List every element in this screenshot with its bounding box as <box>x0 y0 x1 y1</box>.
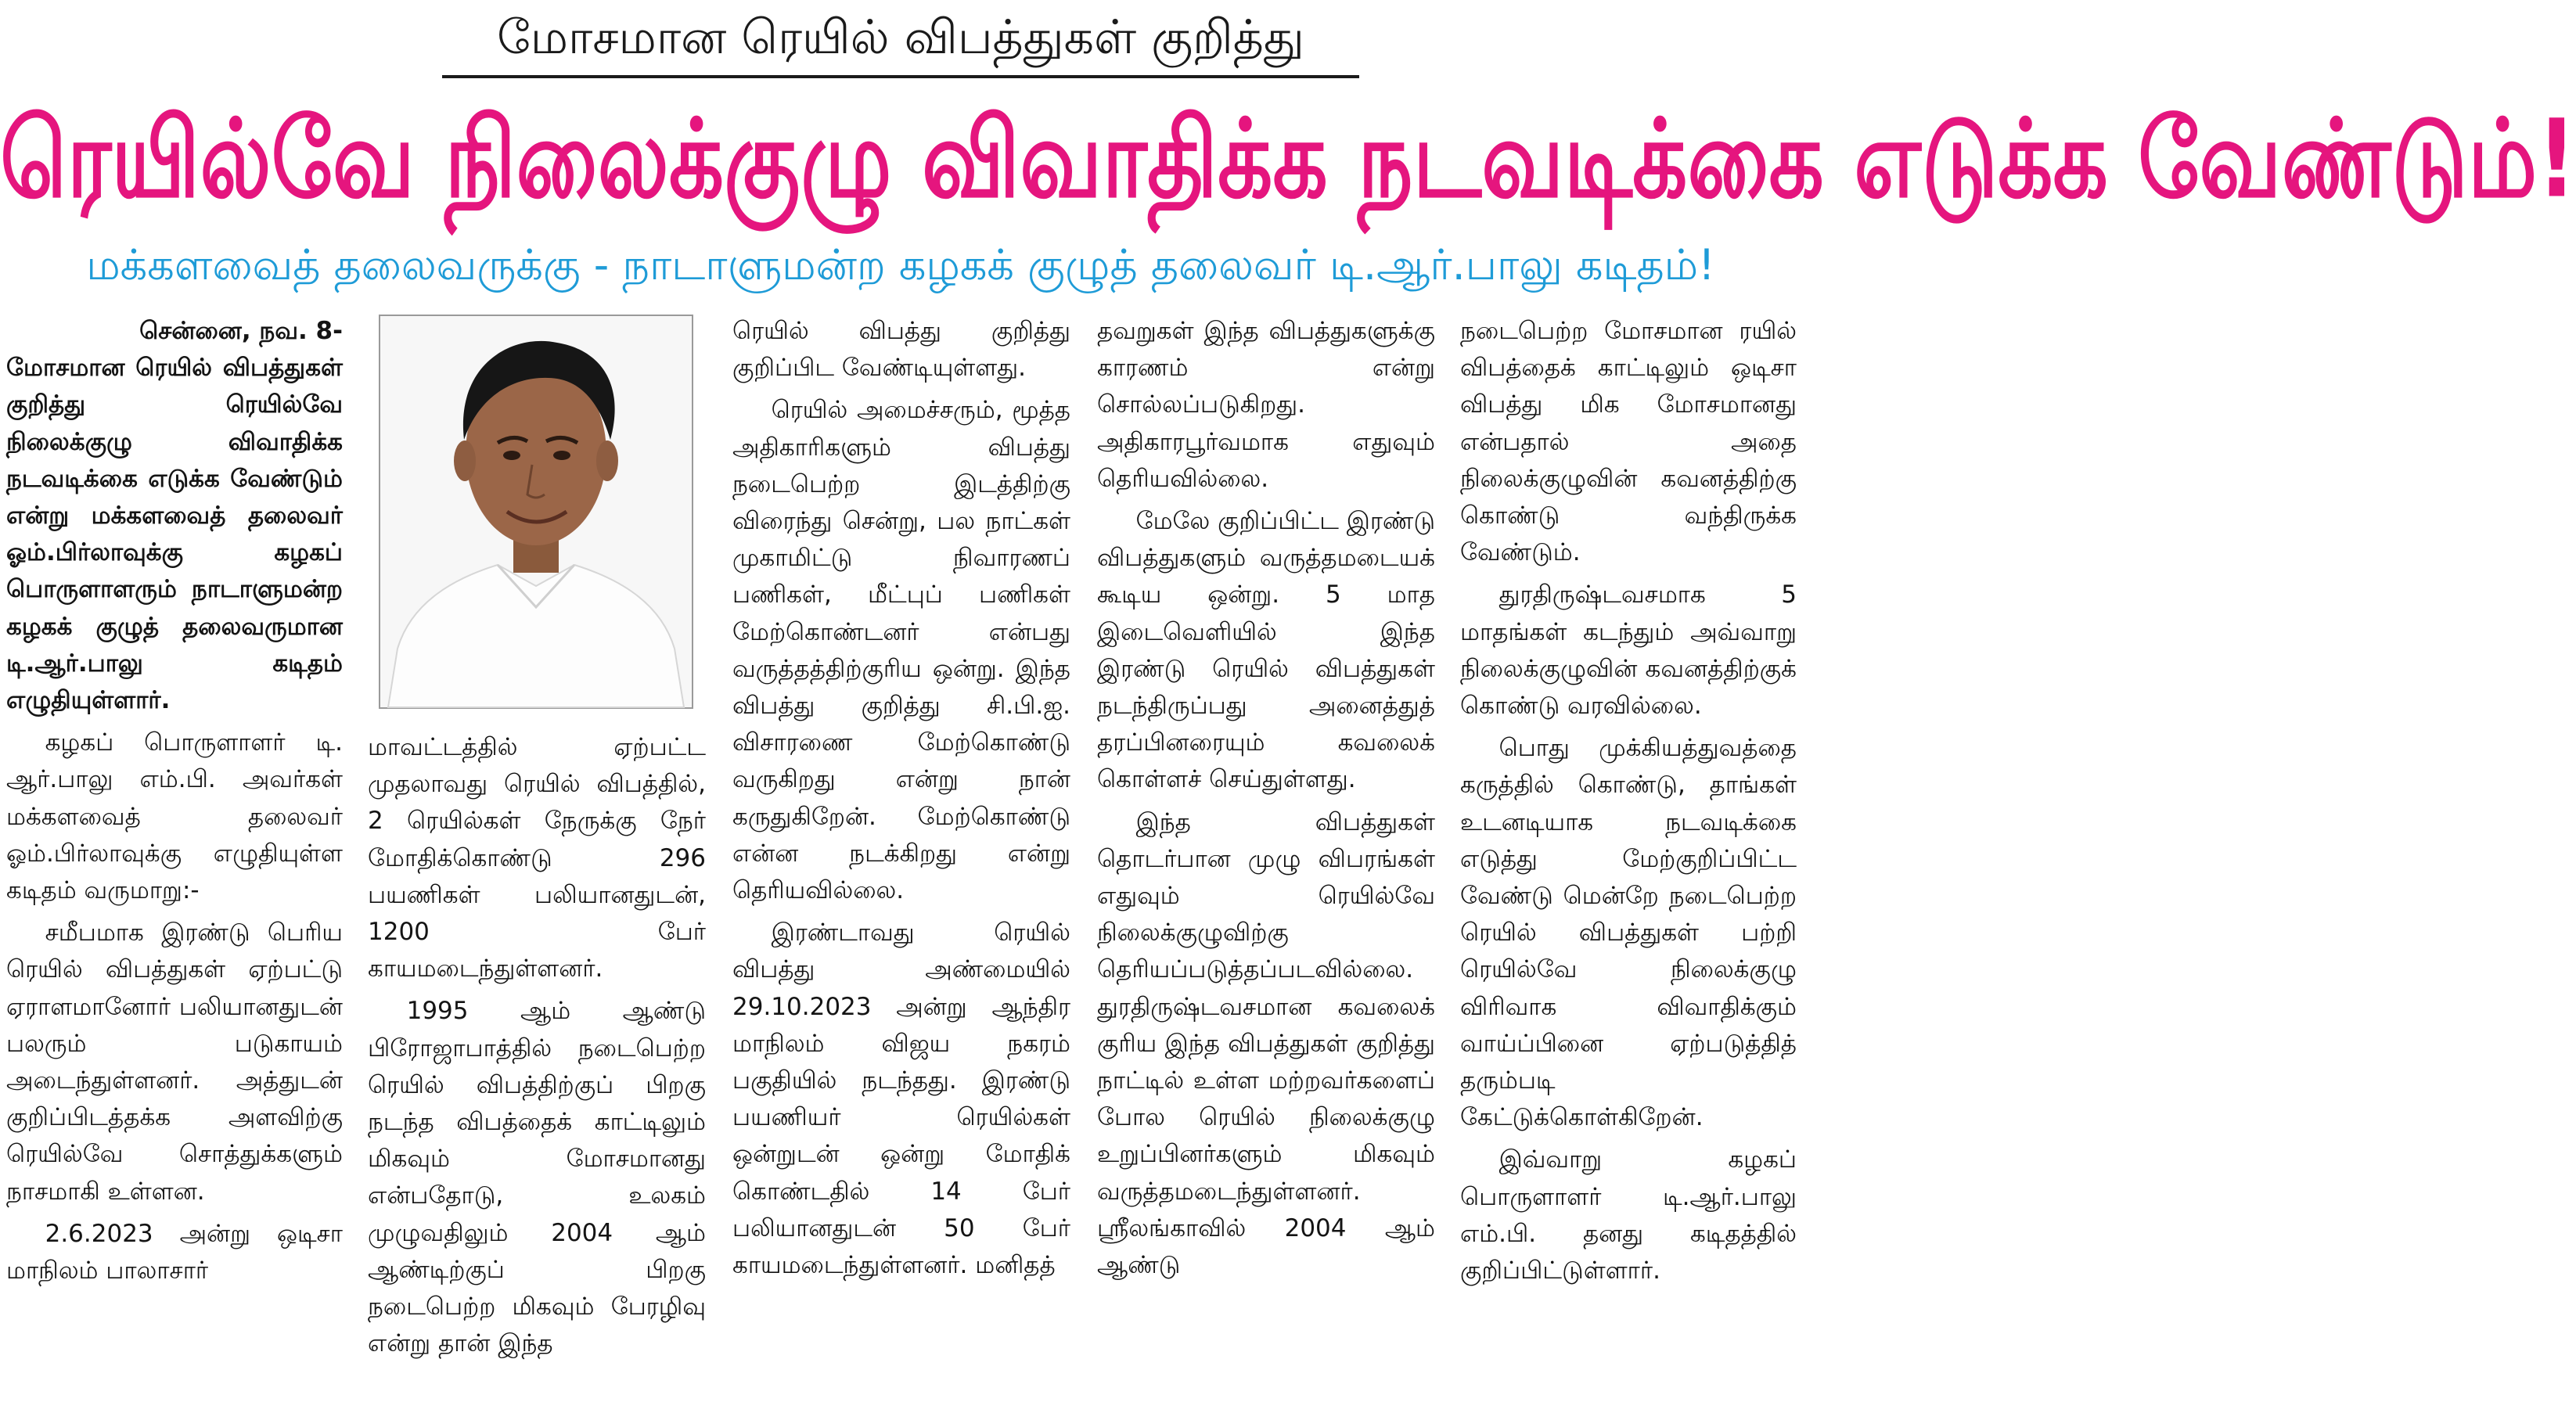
column-1 <box>6 313 343 1413</box>
paragraph: பொது முக்கியத்துவத்தை கருத்தில் கொண்டு, தாங்கள் உடனடியாக நடவடிக்கை எடுத்து மேற்குறிப்பிட்ட வேண்டு மென்றே நடைபெற்ற ரெயில் விபத்துகள் பற்றி ரெயில்வே நிலைக்குழு விரிவாக விவாதிக்கும் வாய்ப்பினை ஏற்படுத்தித் தரும்படி கேட்டுக்கொள்கிறேன். <box>1460 734 1797 1132</box>
subheadline: மக்களவைத் தலைவருக்கு - நாடாளுமன்ற கழகக் குழுத் தலைவர் டி.ஆர்.பாலு கடிதம்! <box>86 240 1715 289</box>
portrait-photo <box>379 315 693 709</box>
kicker: மோசமான ரெயில் விபத்துகள் குறித்து <box>497 10 1304 65</box>
column-3 <box>732 313 1070 1413</box>
paragraph: மாவட்டத்தில் ஏற்பட்ட முதலாவது ரெயில் விபத்தில், 2 ரெயில்கள் நேருக்கு நேர் மோதிக்கொண்டு 296 பயணிகள் பலியானதுடன், 1200 பேர் காயமடைந்துள்ளனர். <box>368 733 706 983</box>
headline: ரெயில்வே நிலைக்குழு விவாதிக்க நடவடிக்கை எடுக்க வேண்டும்! <box>0 96 2576 221</box>
paragraph: தவறுகள் இந்த விபத்துகளுக்கு காரணம் என்று சொல்லப்படுகிறது. அதிகாரபூர்வமாக எதுவும் தெரியவில்லை. <box>1097 317 1435 493</box>
paragraph: நடைபெற்ற மோசமான ரயில் விபத்தைக் காட்டிலும் ஒடிசா விபத்து மிக மோசமானது என்பதால் அதை நிலைக்குழுவின் கவனத்திற்கு கொண்டு வந்திருக்க வேண்டும். <box>1460 317 1797 567</box>
column-2 <box>368 729 706 1413</box>
dateline: சென்னை, நவ. 8- <box>139 317 343 345</box>
paragraph: 2.6.2023 அன்று ஒடிசா மாநிலம் பாலாசார் <box>6 1219 343 1285</box>
paragraph: சமீபமாக இரண்டு பெரிய ரெயில் விபத்துகள் ஏற்பட்டு ஏராளமானோர் பலியானதுடன் பலரும் படுகாயம் அடைந்துள்ளனர். அத்துடன் குறிப்பிடத்தக்க அளவிற்கு ரெயில்வே சொத்துக்களும் நாசமாகி உள்ளன. <box>6 919 343 1206</box>
column-5 <box>1460 313 1797 1413</box>
paragraph: ரெயில் விபத்து குறித்து குறிப்பிட வேண்டியுள்ளது. <box>732 317 1070 383</box>
article-lead <box>6 313 343 719</box>
lead-text: மோசமான ரெயில் விபத்துகள் குறித்து ரெயில்வே நிலைக்குழு விவாதிக்க நடவடிக்கை எடுக்க வேண்டும் என்று மக்களவைத் தலைவர் ஓம்.பிர்லாவுக்கு கழகப் பொருளாளரும் நாடாளுமன்ற கழகக் குழுத் தலைவருமான டி.ஆர்.பாலு கடிதம் எழுதியுள்ளார். <box>6 354 343 715</box>
paragraph: இவ்வாறு கழகப் பொருளாளர் டி.ஆர்.பாலு எம்.பி. தனது கடிதத்தில் குறிப்பிட்டுள்ளார். <box>1460 1145 1797 1285</box>
paragraph: ரெயில் அமைச்சரும், மூத்த அதிகாரிகளும் விபத்து நடைபெற்ற இடத்திற்கு விரைந்து சென்று, பல நாட்கள் முகாமிட்டு நிவாரணப் பணிகள், மீட்புப் பணிகள் மேற்கொண்டனர் என்பது வருத்தத்திற்குரிய ஒன்று. இந்த விபத்து குறித்து சி.பி.ஐ. விசாரணை மேற்கொண்டு வருகிறது என்று நான் கருதுகிறேன். மேற்கொண்டு என்ன நடக்கிறது என்று தெரியவில்லை. <box>732 396 1070 905</box>
paragraph: கழகப் பொருளாளர் டி. ஆர்.பாலு எம்.பி. அவர்கள் மக்களவைத் தலைவர் ஓம்.பிர்லாவுக்கு எழுதியுள்ள கடிதம் வருமாறு:- <box>6 728 343 905</box>
column-4 <box>1097 313 1435 1413</box>
paragraph: மேலே குறிப்பிட்ட இரண்டு விபத்துகளும் வருத்தமடையக் கூடிய ஒன்று. 5 மாத இடைவெளியில் இந்த இரண்டு ரெயில் விபத்துகள் நடந்திருப்பது அனைத்துத் தரப்பினரையும் கவலைக் கொள்ளச் செய்துள்ளது. <box>1097 507 1436 794</box>
paragraph: 1995 ஆம் ஆண்டு பிரோஜாபாத்தில் நடைபெற்ற ரெயில் விபத்திற்குப் பிறகு நடந்த விபத்தைக் காட்டிலும் மிகவும் மோசமானது என்பதோடு, உலகம் முழுவதிலும் 2004 ஆம் ஆண்டிற்குப் பிறகு நடைபெற்ற மிகவும் பேரழிவு என்று தான் இந்த <box>368 997 706 1358</box>
paragraph: இரண்டாவது ரெயில் விபத்து அண்மையில் 29.10.2023 அன்று ஆந்திர மாநிலம் விஜய நகரம் பகுதியில் நடந்தது. இரண்டு பயணியர் ரெயில்கள் ஒன்றுடன் ஒன்று மோதிக் கொண்டதில் 14 பேர் பலியானதுடன் 50 பேர் காயமடைந்துள்ளனர். மனிதத் <box>732 919 1070 1280</box>
paragraph: துரதிருஷ்டவசமாக 5 மாதங்கள் கடந்தும் அவ்வாறு நிலைக்குழுவின் கவனத்திற்குக் கொண்டு வரவில்லை. <box>1460 581 1797 721</box>
paragraph: இந்த விபத்துகள் தொடர்பான முழு விபரங்கள் எதுவும் ரெயில்வே நிலைக்குழுவிற்கு தெரியப்படுத்தப்படவில்லை. துரதிருஷ்டவசமான கவலைக் குரிய இந்த விபத்துகள் குறித்து நாட்டில் உள்ள மற்றவர்களைப் போல ரெயில் நிலைக்குழு உறுப்பினர்களும் மிகவும் வருத்தமடைந்துள்ளனர். ஸ்ரீலங்காவில் 2004 ஆம் ஆண்டு <box>1097 807 1435 1280</box>
